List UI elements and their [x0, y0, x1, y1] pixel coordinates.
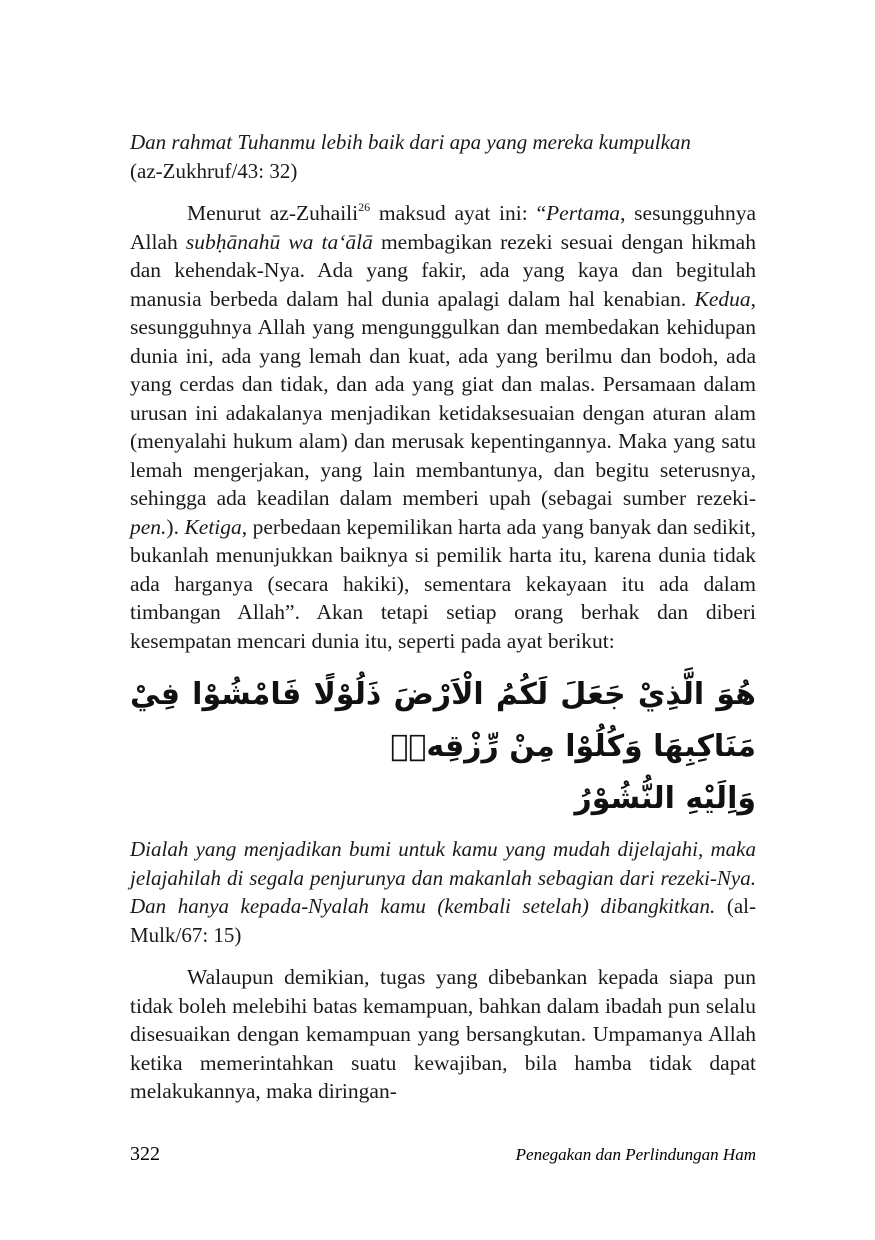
- emphasis: Pertama: [546, 201, 621, 225]
- verse-reference-mid: (al-Mulk/67: 15): [130, 894, 756, 947]
- text-run: ).: [166, 514, 185, 539]
- arabic-verse-line-1: هُوَ الَّذِيْ جَعَلَ لَكُمُ الْاَرْضَ ذَلُوْلًا فَامْشُوْا فِيْ مَنَاكِبِهَا وَكُلُوْا مِنْ رِّزْقِهٖۗ: [130, 677, 756, 764]
- verse-translation-mid: [130, 835, 756, 949]
- arabic-verse-line-2: وَاِلَيْهِ النُّشُوْرُ: [574, 781, 756, 816]
- translation-text: Dialah yang menjadikan bumi untuk kamu yang mudah dijelajahi, maka jelajahilah di segala penjurunya dan makanlah sebagian dari rezeki-Nya. Dan hanya kepada-Nyalah kamu (kembali setelah) dibangkitkan.: [130, 837, 756, 918]
- text-run: , perbedaan kepemilikan harta ada yang banyak dan sedikit, bukanlah menunjukkan baiknya si pemilik harta itu, karena dunia tidak ada harganya (secara hakiki), sementara kekayaan itu ada dalam timbangan Allah”. Akan tetapi setiap orang berhak dan diberi kesempatan mencari dunia itu, seperti pada ayat berikut:: [130, 514, 756, 653]
- emphasis: pen.: [130, 514, 167, 539]
- text-run: , sesungguhnya Allah yang mengunggulkan dan membedakan kehidupan dunia ini, ada yang lemah dan kuat, ada yang berilmu dan bodoh, ada yang cerdas dan tidak, dan ada yang giat dan malas. Persamaan dalam urusan ini adakalanya menjadikan ketidaksesuaian dengan aturan alam (menyalahi hukum alam) dan merusak kepentingannya. Maka yang satu lemah mengerjakan, yang lain membantunya, dan begitu seterusnya, sehingga ada keadilan dalam memberi upah (sebagai sumber rezeki-: [130, 286, 756, 510]
- paragraph-tafsir: [130, 199, 756, 655]
- text-run: , sesungguhnya Allah: [130, 201, 756, 254]
- footnote-marker[interactable]: 26: [358, 200, 371, 214]
- text-run: Menurut az-Zuhaili: [187, 201, 359, 225]
- verse-reference-top: (az-Zukhruf/43: 32): [130, 159, 298, 183]
- paragraph-closing: Walaupun demikian, tugas yang dibebankan kepada siapa pun tidak boleh melebihi batas kemampuan, bahkan dalam ibadah pun selalu disesuaikan dengan kemampuan yang bersangkutan. Umpamanya Allah ketika memerintahkan suatu kewajiban, bila hamba tidak dapat melakukannya, maka diringan-: [130, 965, 756, 1103]
- running-title: Penegakan dan Perlindungan Ham: [515, 1145, 756, 1164]
- emphasis: Ketiga: [184, 514, 242, 539]
- page-footer: [130, 1143, 756, 1171]
- emphasis: subḥānahū wa ta‘ālā: [185, 229, 373, 254]
- text-run: membagikan rezeki sesuai dengan hikmah dan kehendak-Nya. Ada yang fakir, ada yang kaya dan begitulah manusia berbeda dalam hal dunia apalagi dalam hal kenabian.: [130, 229, 756, 311]
- page-body: [130, 128, 756, 1106]
- text-run: maksud ayat ini: “: [370, 201, 547, 225]
- arabic-verse: [130, 669, 756, 825]
- emphasis: Kedua: [694, 286, 751, 311]
- verse-translation-top: Dan rahmat Tuhanmu lebih baik dari apa yang mereka kumpulkan: [130, 130, 691, 154]
- page-number: 322: [130, 1143, 160, 1165]
